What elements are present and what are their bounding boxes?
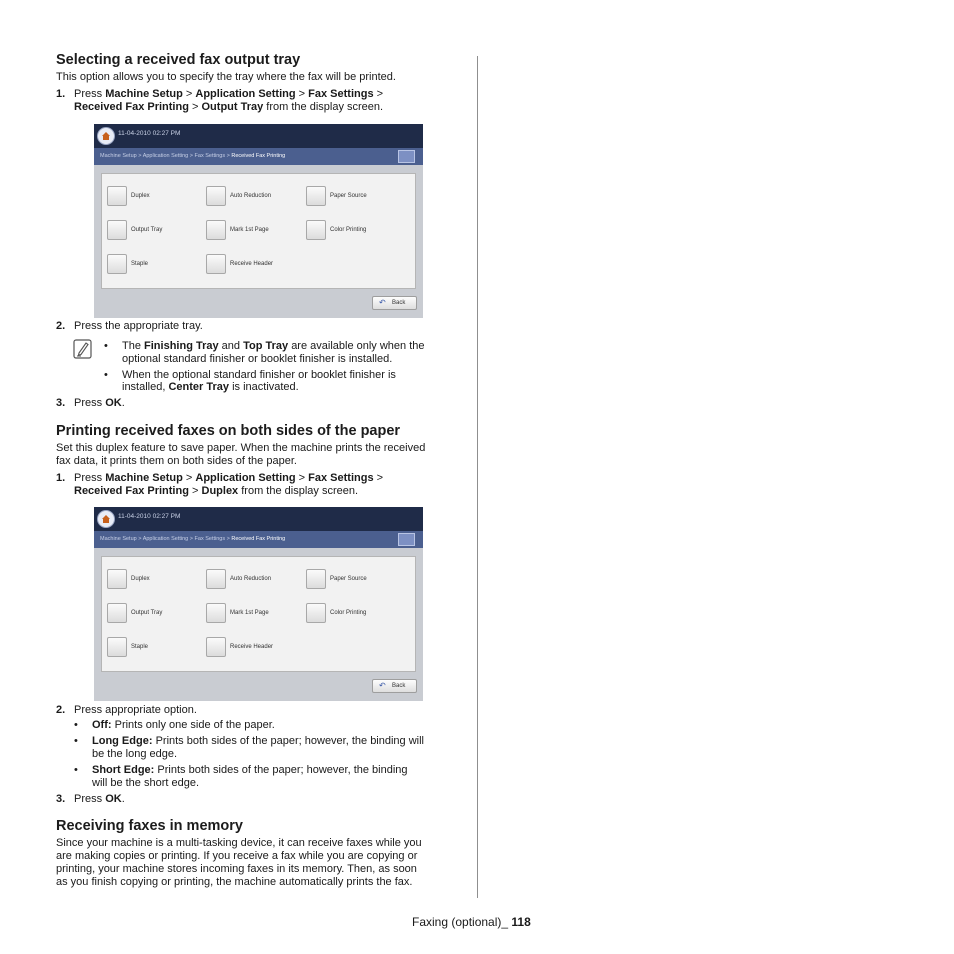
staple-button[interactable] (107, 254, 127, 274)
option-label: Color Printing (330, 610, 367, 616)
screen-status-bar (94, 124, 423, 148)
note-1-line-1 (122, 340, 425, 354)
page-footer (412, 915, 531, 929)
option-label: Auto Reduction (230, 193, 272, 199)
section-intro-line-2: fax data, it prints them on both sides of the paper. (56, 455, 297, 467)
memory-text-line-2: are making copies or printing. If you receive a fax while you are copying or (56, 850, 418, 862)
path-separator: > (192, 101, 199, 113)
auto-reduction-button[interactable] (206, 186, 226, 206)
option-label: Output Tray (131, 227, 163, 233)
crumb-item: Application Setting (142, 153, 189, 159)
color-printing-button[interactable] (306, 603, 326, 623)
back-arrow-icon: ↶ (379, 298, 386, 307)
option-term: Long Edge: (92, 735, 153, 747)
step-number: 3. (56, 793, 66, 805)
menu-path-item: Machine Setup (105, 88, 183, 100)
section-heading-duplex: Printing received faxes on both sides of the paper (56, 423, 401, 439)
step-1-line-1 (74, 88, 383, 102)
home-icon[interactable] (97, 510, 115, 528)
note-text: are available only when the (291, 340, 425, 352)
received-fax-printing-screen (94, 124, 423, 318)
option-desc: Prints both sides of the paper; however, the binding will (155, 735, 424, 747)
crumb-item: Fax Settings (194, 153, 226, 159)
step-press-text: Press (74, 88, 103, 100)
option-label: Staple (131, 261, 149, 267)
ok-bold: OK (105, 793, 122, 805)
screen-status-bar (94, 507, 423, 531)
screen-breadcrumb-bar (94, 148, 423, 165)
note-text: is inactivated. (232, 381, 299, 393)
screen-breadcrumb-bar (94, 531, 423, 548)
path-separator: > (185, 88, 193, 100)
duplex-button[interactable] (107, 569, 127, 589)
job-status-icon[interactable] (398, 150, 415, 163)
screen-clock: 11-04-2010 02:27 PM (118, 513, 181, 520)
step-3-text (74, 397, 125, 411)
options-area (101, 173, 416, 289)
step-1-line-1 (74, 472, 383, 486)
option-short-edge-line-1 (92, 764, 408, 778)
step-number: 2. (56, 320, 66, 332)
crumb-sep: > (138, 536, 142, 542)
screen-clock: 11-04-2010 02:27 PM (118, 130, 181, 137)
step-tail-text: from the display screen. (266, 101, 384, 113)
memory-text-line-4: as you finish copying or printing, the machine automatically prints the fax. (56, 876, 413, 888)
crumb-sep: > (189, 536, 193, 542)
option-label: Duplex (131, 193, 150, 199)
step-1-line-2 (74, 101, 383, 115)
note-pencil-icon (73, 339, 93, 359)
crumb-sep: > (226, 153, 230, 159)
crumb-current: Received Fax Printing (231, 536, 286, 542)
period: . (121, 397, 125, 409)
back-button[interactable] (372, 296, 417, 310)
option-label: Staple (131, 644, 149, 650)
section-intro-line-1: Set this duplex feature to save paper. When the machine prints the received (56, 442, 426, 454)
menu-path-item: Received Fax Printing (74, 101, 189, 113)
option-term: Off: (92, 719, 112, 731)
crumb-sep: > (138, 153, 142, 159)
section-heading-memory: Receiving faxes in memory (56, 818, 243, 834)
output-tray-button[interactable] (107, 220, 127, 240)
note-2-line-2 (122, 381, 299, 395)
back-label: Back (392, 300, 406, 306)
home-icon[interactable] (97, 127, 115, 145)
bullet-dot: • (104, 340, 108, 352)
step-number: 3. (56, 397, 66, 409)
step-tail-text: from the display screen. (241, 485, 359, 497)
bullet-dot: • (74, 764, 78, 776)
received-fax-printing-screen (94, 507, 423, 701)
staple-button[interactable] (107, 637, 127, 657)
crumb-item: Machine Setup (100, 536, 137, 542)
receive-header-button[interactable] (206, 254, 226, 274)
crumb-item: Application Setting (142, 536, 189, 542)
step-number: 1. (56, 472, 66, 484)
option-label: Receive Header (230, 261, 274, 267)
crumb-sep: > (189, 153, 193, 159)
menu-path-item: Received Fax Printing (74, 485, 189, 497)
menu-path-item: Fax Settings (308, 88, 374, 100)
menu-path-item: Output Tray (201, 101, 264, 113)
back-arrow-icon: ↶ (379, 681, 386, 690)
job-status-icon[interactable] (398, 533, 415, 546)
step-2-text: Press appropriate option. (74, 704, 197, 716)
option-label: Mark 1st Page (230, 227, 269, 233)
memory-text-line-1: Since your machine is a multi-tasking device, it can receive faxes while you (56, 837, 422, 849)
options-area (101, 556, 416, 672)
menu-path-item: Duplex (201, 485, 239, 497)
column-divider (477, 56, 478, 898)
option-label: Auto Reduction (230, 576, 272, 582)
option-desc: Prints both sides of the paper; however, the binding (157, 764, 408, 776)
option-term: Short Edge: (92, 764, 155, 776)
receive-header-button[interactable] (206, 637, 226, 657)
crumb-item: Machine Setup (100, 153, 137, 159)
back-label: Back (392, 683, 406, 689)
option-label: Paper Source (330, 576, 367, 582)
footer-chapter: Faxing (optional)_ (412, 915, 509, 929)
page-number: 118 (511, 915, 531, 929)
step-number: 1. (56, 88, 66, 100)
paper-source-button[interactable] (306, 569, 326, 589)
period: . (121, 793, 125, 805)
paper-source-button[interactable] (306, 186, 326, 206)
path-separator: > (185, 472, 193, 484)
path-separator: > (376, 472, 384, 484)
step-2-text: Press the appropriate tray. (74, 320, 203, 332)
step-1-line-2 (74, 485, 358, 499)
option-label: Mark 1st Page (230, 610, 269, 616)
menu-path-item: Application Setting (195, 88, 296, 100)
step-number: 2. (56, 704, 66, 716)
option-off (92, 719, 275, 733)
menu-path-item: Machine Setup (105, 472, 183, 484)
section-heading-output-tray: Selecting a received fax output tray (56, 52, 301, 68)
path-separator: > (298, 88, 306, 100)
option-label: Duplex (131, 576, 150, 582)
step-press-text: Press (74, 793, 103, 805)
step-press-text: Press (74, 397, 103, 409)
section-intro: This option allows you to specify the tray where the fax will be printed. (56, 71, 396, 83)
bullet-dot: • (104, 369, 108, 381)
path-separator: > (192, 485, 199, 497)
screen-breadcrumb (100, 536, 285, 542)
bullet-dot: • (74, 719, 78, 731)
option-label: Output Tray (131, 610, 163, 616)
option-desc: Prints only one side of the paper. (114, 719, 275, 731)
option-long-edge-line-2: be the long edge. (92, 748, 178, 760)
crumb-sep: > (226, 536, 230, 542)
bullet-dot: • (74, 735, 78, 747)
path-separator: > (376, 88, 384, 100)
mark-1st-page-button[interactable] (206, 603, 226, 623)
note-1-line-2: optional standard finisher or booklet finisher is installed. (122, 353, 393, 365)
crumb-item: Fax Settings (194, 536, 226, 542)
option-label: Paper Source (330, 193, 367, 199)
option-long-edge-line-1 (92, 735, 424, 749)
crumb-current: Received Fax Printing (231, 153, 286, 159)
option-label: Receive Header (230, 644, 274, 650)
menu-path-item: Fax Settings (308, 472, 374, 484)
option-short-edge-line-2: will be the short edge. (92, 777, 200, 789)
note-text: The (122, 340, 141, 352)
duplex-button[interactable] (107, 186, 127, 206)
note-2-line-1: When the optional standard finisher or booklet finisher is (122, 369, 396, 381)
note-bold: Top Tray (243, 340, 289, 352)
ok-bold: OK (105, 397, 122, 409)
mark-1st-page-button[interactable] (206, 220, 226, 240)
path-separator: > (298, 472, 306, 484)
memory-text-line-3: printing, your machine stores incoming faxes in its memory. Then, as soon (56, 863, 417, 875)
note-text: and (221, 340, 241, 352)
menu-path-item: Application Setting (195, 472, 296, 484)
back-button[interactable] (372, 679, 417, 693)
auto-reduction-button[interactable] (206, 569, 226, 589)
color-printing-button[interactable] (306, 220, 326, 240)
note-bold: Finishing Tray (144, 340, 219, 352)
output-tray-button[interactable] (107, 603, 127, 623)
step-3-text (74, 793, 125, 807)
option-label: Color Printing (330, 227, 367, 233)
note-text: installed, (122, 381, 166, 393)
note-bold: Center Tray (168, 381, 230, 393)
screen-breadcrumb (100, 153, 285, 159)
step-press-text: Press (74, 472, 103, 484)
